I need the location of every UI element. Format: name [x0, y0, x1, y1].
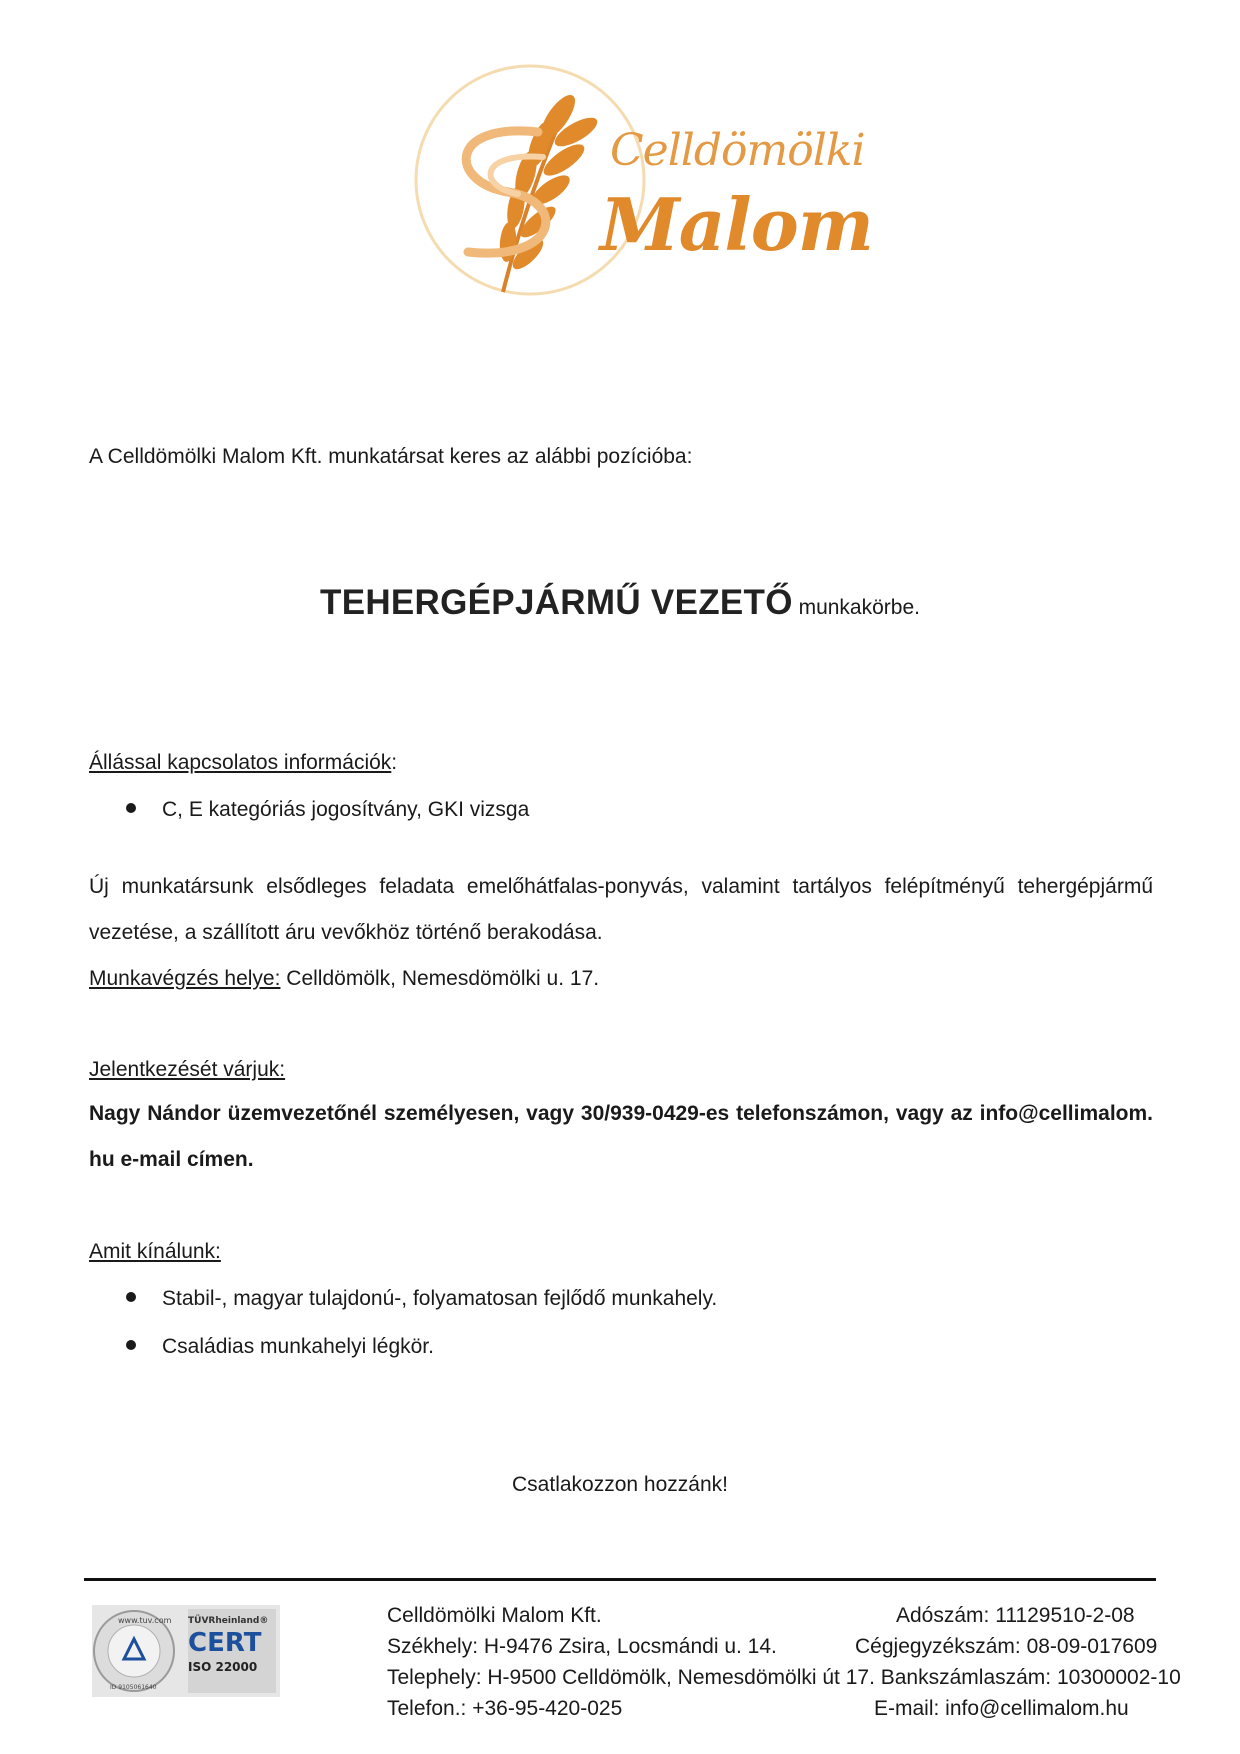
logo-text-malom: Malom	[600, 182, 873, 267]
tuv-cert-badge	[92, 1605, 280, 1697]
footer-hq: Székhely: H-9476 Zsira, Locsmándi u. 14.	[387, 1635, 777, 1658]
footer-tax: Adószám: 11129510-2-08	[896, 1604, 1135, 1627]
footer-site: Telephely: H-9500 Celldömölk, Nemesdömölki út 17. Bankszámlaszám: 10300002-10	[387, 1666, 1181, 1689]
position-title: TEHERGÉPJÁRMŰ VEZETŐ	[320, 583, 793, 622]
offer-bullet-2: Családias munkahelyi légkör.	[162, 1335, 434, 1358]
apply-heading: Jelentkezését várjuk:	[89, 1058, 286, 1081]
position-suffix: munkakörbe.	[792, 596, 920, 619]
bullet-icon	[126, 1292, 136, 1302]
footer-divider	[84, 1578, 1156, 1581]
workplace-value: Celldömölk, Nemesdömölki u. 17.	[280, 967, 600, 990]
bullet-icon	[126, 1340, 136, 1350]
workplace-line	[89, 966, 599, 992]
position-title-line	[0, 583, 1240, 623]
apply-text: Nagy Nándor üzemvezetőnél személyesen, vagy 30/939-0429-es telefonszámon, vagy az info@cellimalom. hu e-mail címen.	[89, 1102, 1153, 1171]
cert-standard: ISO 22000	[188, 1660, 258, 1674]
logo-text-celldomolki: Celldömölki	[610, 125, 865, 176]
info-heading: Állással kapcsolatos információk:	[89, 751, 398, 774]
footer-email: E-mail: info@cellimalom.hu	[874, 1697, 1129, 1720]
intro-text: A Celldömölki Malom Kft. munkatársat keres az alábbi pozícióba:	[89, 445, 693, 468]
cert-label: CERT	[188, 1628, 262, 1658]
workplace-label: Munkavégzés helye:	[89, 967, 281, 990]
info-bullet-1: C, E kategóriás jogosítvány, GKI vizsga	[162, 798, 530, 821]
footer-reg: Cégjegyzékszám: 08-09-017609	[855, 1635, 1158, 1658]
closing-text: Csatlakozzon hozzánk!	[512, 1473, 728, 1496]
footer-phone: Telefon.: +36-95-420-025	[387, 1697, 623, 1720]
cert-brand: TÜVRheinland®	[188, 1616, 269, 1626]
job-description: Új munkatársunk elsődleges feladata emelőhátfalas-ponyvás, valamint tartályos felépítményű tehergépjármű vezetése, a szállított áru vevőkhöz történő berakodása.	[89, 875, 1153, 944]
footer-company: Celldömölki Malom Kft.	[387, 1604, 602, 1627]
cert-url: www.tuv.com	[118, 1616, 172, 1625]
bullet-icon	[126, 803, 136, 813]
offer-heading: Amit kínálunk:	[89, 1240, 221, 1263]
offer-bullet-1: Stabil-, magyar tulajdonú-, folyamatosan fejlődő munkahely.	[162, 1287, 718, 1310]
cert-id: ID 9105061640	[110, 1684, 157, 1691]
